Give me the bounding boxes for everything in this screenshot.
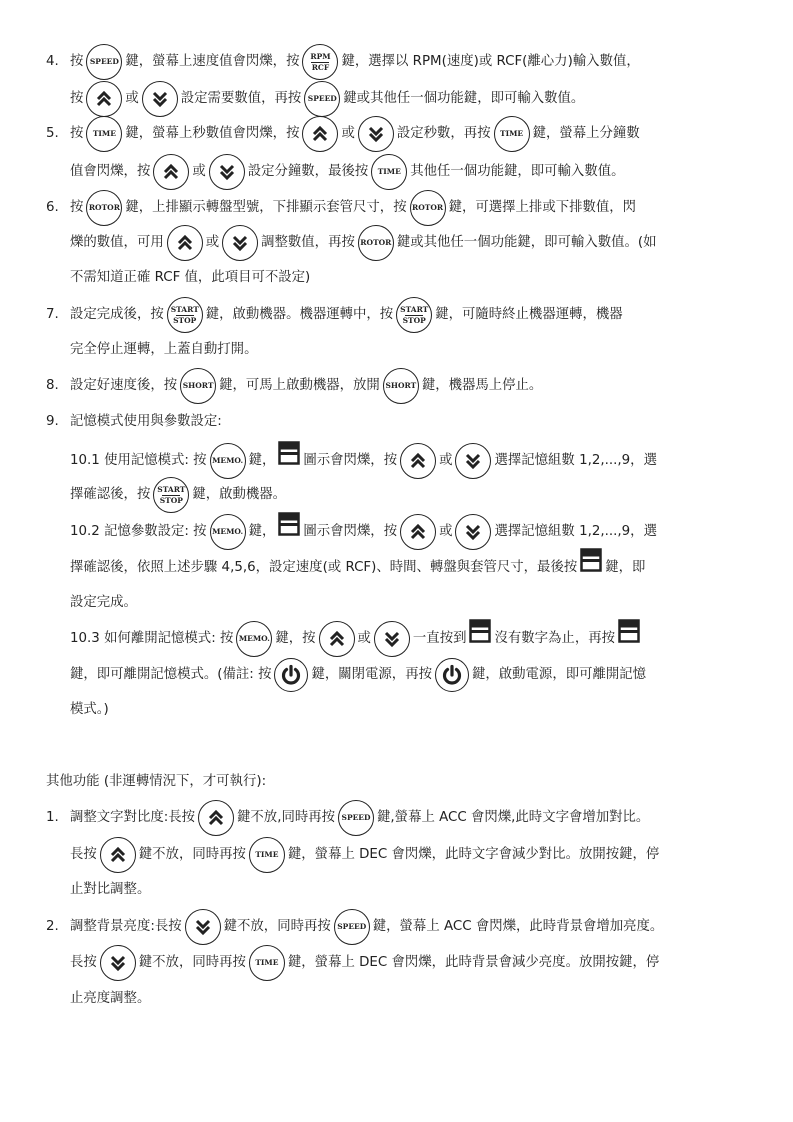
stop-label: STOP bbox=[159, 495, 183, 505]
speed-key-icon: SPEED bbox=[86, 44, 122, 80]
step-text: 設定完成後，按 bbox=[70, 307, 164, 322]
step-text: 設定分鐘數，最後按 bbox=[247, 164, 369, 179]
step-text: 鍵，按 bbox=[275, 631, 316, 646]
other-2-line-2 bbox=[0, 944, 793, 982]
step-text: 鍵，上排顯示轉盤型號，下排顯示套管尺寸，按 bbox=[125, 200, 407, 215]
step-text: 擇確認後，依照上述步驟 4,5,6，設定速度(或 RCF)、時間、轉盤與套管尺寸，最後按 bbox=[70, 560, 578, 575]
start-label: START bbox=[170, 304, 199, 314]
rpm-rcf-key-icon bbox=[302, 44, 338, 80]
step-text: 值會閃爍，按 bbox=[70, 164, 151, 179]
step-text: 其他任一個功能鍵，即可輸入數值。 bbox=[410, 164, 625, 179]
up-arrow-icon bbox=[198, 800, 234, 836]
rpm-label: RPM bbox=[310, 51, 331, 61]
item-text: 調整背景亮度:長按 bbox=[70, 919, 182, 934]
step-text: 完全停止運轉，上蓋自動打開。 bbox=[70, 342, 258, 357]
step-10-2-line-3 bbox=[0, 584, 793, 622]
speed-key-icon: SPEED bbox=[304, 81, 340, 117]
step-text: 設定秒數，再按 bbox=[396, 126, 491, 141]
step-text: 或 bbox=[341, 126, 355, 141]
step-text: 鍵，機器馬上停止。 bbox=[421, 378, 543, 393]
step-text: 鍵，啟動電源，即可離開記憶 bbox=[471, 667, 647, 682]
step-10-1-line-2 bbox=[0, 476, 793, 514]
item-text: 鍵，螢幕上 ACC 會閃爍，此時背景會增加亮度。 bbox=[372, 919, 664, 934]
step-text: 選擇記憶組數 1,2,...,9，選 bbox=[494, 453, 657, 468]
down-arrow-icon bbox=[100, 945, 136, 981]
up-arrow-icon bbox=[100, 837, 136, 873]
step-text: 或 bbox=[357, 631, 371, 646]
step-10-3-line-2 bbox=[0, 656, 793, 694]
step-text: 鍵，可選擇上排或下排數值，閃 bbox=[448, 200, 637, 215]
start-label: START bbox=[157, 484, 186, 494]
other-1-line-2 bbox=[0, 836, 793, 874]
item-text: 鍵,螢幕上 ACC 會閃爍,此時文字會增加對比。 bbox=[377, 810, 650, 825]
up-arrow-icon bbox=[319, 621, 355, 657]
step-text: 選擇記憶組數 1,2,...,9，選 bbox=[494, 524, 657, 539]
power-icon bbox=[274, 658, 308, 692]
step-text: 設定完成。 bbox=[70, 595, 137, 610]
item-text: 鍵不放，同時再按 bbox=[138, 847, 246, 862]
step-number: 4. bbox=[46, 54, 59, 69]
step-10-3-line-1 bbox=[0, 619, 793, 657]
step-text: 模式。) bbox=[70, 702, 109, 717]
other-1-line-3 bbox=[0, 871, 793, 909]
time-key-icon: TIME bbox=[86, 116, 122, 152]
step-number: 8. bbox=[46, 378, 59, 393]
step-text: 一直按到 bbox=[412, 631, 467, 646]
down-arrow-icon bbox=[222, 225, 258, 261]
section-title: 其他功能 (非運轉情況下，才可執行): bbox=[46, 774, 267, 789]
step-number: 9. bbox=[46, 414, 59, 429]
step-text: 鍵，可馬上啟動機器，放開 bbox=[219, 378, 380, 393]
step-7-line-1 bbox=[0, 296, 793, 334]
step-6-line-2 bbox=[0, 224, 793, 262]
step-text: 設定好速度後，按 bbox=[70, 378, 178, 393]
up-arrow-icon bbox=[167, 225, 203, 261]
start-stop-key-icon bbox=[167, 297, 203, 333]
item-text: 調整文字對比度:長按 bbox=[70, 810, 196, 825]
down-arrow-icon bbox=[358, 116, 394, 152]
up-arrow-icon bbox=[86, 81, 122, 117]
rotor-key-icon: ROTOR bbox=[358, 225, 394, 261]
step-text: 或 bbox=[192, 164, 206, 179]
rotor-key-icon: ROTOR bbox=[410, 190, 446, 226]
start-label: START bbox=[400, 304, 429, 314]
item-text: 鍵不放，同時再按 bbox=[138, 955, 246, 970]
memory-disk-icon bbox=[469, 619, 491, 659]
item-text: 止亮度調整。 bbox=[70, 991, 151, 1006]
stop-label: STOP bbox=[402, 315, 426, 325]
step-8-line-1 bbox=[0, 367, 793, 405]
step-text: 按 bbox=[70, 126, 84, 141]
step-4-line-1 bbox=[0, 43, 793, 81]
short-key-icon: SHORT bbox=[180, 368, 216, 404]
time-key-icon: TIME bbox=[371, 154, 407, 190]
step-6-line-3 bbox=[0, 259, 793, 297]
item-text: 鍵，螢幕上 DEC 會閃爍，此時背景會減少亮度。放開按鍵，停 bbox=[287, 955, 660, 970]
step-text: 鍵，可隨時終止機器運轉，機器 bbox=[435, 307, 623, 322]
other-1-line-1 bbox=[0, 799, 793, 837]
step-text: 沒有數字為止，再按 bbox=[494, 631, 615, 646]
time-key-icon: TIME bbox=[249, 837, 285, 873]
power-icon bbox=[435, 658, 469, 692]
up-arrow-icon bbox=[400, 514, 436, 550]
rotor-key-icon: ROTOR bbox=[86, 190, 122, 226]
step-6-line-1 bbox=[0, 189, 793, 227]
step-text: 或 bbox=[125, 91, 139, 106]
step-7-line-2 bbox=[0, 331, 793, 369]
step-text: 鍵， bbox=[248, 453, 276, 468]
step-text: 鍵，螢幕上秒數值會閃爍，按 bbox=[125, 126, 300, 141]
memory-disk-icon bbox=[618, 619, 640, 659]
time-key-icon: TIME bbox=[494, 116, 530, 152]
step-text: 或 bbox=[439, 453, 453, 468]
memo-key-icon: MEMO. bbox=[236, 621, 272, 657]
step-text: 或 bbox=[439, 524, 453, 539]
step-text: 圖示會閃爍，按 bbox=[303, 453, 398, 468]
step-text: 調整數值，再按 bbox=[261, 235, 355, 250]
down-arrow-icon bbox=[209, 154, 245, 190]
step-text: 鍵或其他任一個功能鍵，即可輸入數值。 bbox=[343, 91, 585, 106]
down-arrow-icon bbox=[455, 443, 491, 479]
step-number: 7. bbox=[46, 307, 59, 322]
short-key-icon: SHORT bbox=[383, 368, 419, 404]
step-text: 10.2 記憶參數設定: 按 bbox=[70, 524, 207, 539]
up-arrow-icon bbox=[302, 116, 338, 152]
step-text: 鍵，即可離開記憶模式。(備註: 按 bbox=[70, 667, 272, 682]
step-text: 鍵，即 bbox=[605, 560, 646, 575]
step-text: 鍵， bbox=[248, 524, 276, 539]
item-text: 鍵，螢幕上 DEC 會閃爍，此時文字會減少對比。放開按鍵，停 bbox=[287, 847, 660, 862]
item-text: 鍵不放,同時再按 bbox=[237, 810, 336, 825]
speed-key-icon: SPEED bbox=[334, 909, 370, 945]
down-arrow-icon bbox=[374, 621, 410, 657]
rcf-label: RCF bbox=[311, 62, 330, 72]
step-text: 10.1 使用記憶模式: 按 bbox=[70, 453, 207, 468]
item-text: 止對比調整。 bbox=[70, 882, 151, 897]
item-text: 鍵不放，同時再按 bbox=[223, 919, 331, 934]
step-5-line-2 bbox=[0, 153, 793, 191]
step-text: 或 bbox=[205, 235, 220, 250]
item-number: 1. bbox=[46, 810, 59, 825]
step-4-line-2 bbox=[0, 80, 793, 118]
other-functions-title bbox=[0, 763, 793, 801]
step-text: 鍵，選擇以 RPM(速度)或 RCF(離心力)輸入數值， bbox=[341, 54, 640, 69]
item-number: 2. bbox=[46, 919, 59, 934]
start-stop-key-icon bbox=[153, 477, 189, 513]
memory-disk-icon bbox=[278, 512, 300, 552]
step-number: 5. bbox=[46, 126, 59, 141]
other-2-line-3 bbox=[0, 980, 793, 1018]
step-text: 10.3 如何離開記憶模式: 按 bbox=[70, 631, 234, 646]
step-text: 擇確認後，按 bbox=[70, 487, 151, 502]
step-text: 設定需要數值，再按 bbox=[180, 91, 302, 106]
step-text: 鍵，啟動機器。 bbox=[192, 487, 287, 502]
step-text: 鍵，關閉電源，再按 bbox=[311, 667, 432, 682]
step-text: 按 bbox=[70, 200, 84, 215]
down-arrow-icon bbox=[455, 514, 491, 550]
step-10-2-line-2 bbox=[0, 548, 793, 586]
memory-disk-icon bbox=[580, 548, 602, 588]
time-key-icon: TIME bbox=[249, 945, 285, 981]
item-text: 長按 bbox=[70, 955, 97, 970]
start-stop-key-icon bbox=[396, 297, 432, 333]
down-arrow-icon bbox=[185, 909, 221, 945]
step-10-1-line-1 bbox=[0, 441, 793, 479]
step-text: 不需知道正確 RCF 值，此項目可不設定) bbox=[70, 270, 311, 285]
step-text: 爍的數值，可用 bbox=[70, 235, 164, 250]
step-text: 鍵，啟動機器。機器運轉中，按 bbox=[205, 307, 394, 322]
down-arrow-icon bbox=[142, 81, 178, 117]
step-10-2-line-1 bbox=[0, 512, 793, 550]
stop-label: STOP bbox=[173, 315, 197, 325]
step-10-3-line-3 bbox=[0, 691, 793, 729]
step-text: 鍵，螢幕上分鐘數 bbox=[532, 126, 640, 141]
step-5-line-1 bbox=[0, 115, 793, 153]
step-text: 按 bbox=[70, 91, 84, 106]
step-text: 鍵，螢幕上速度值會閃爍，按 bbox=[125, 54, 300, 69]
item-text: 長按 bbox=[70, 847, 97, 862]
speed-key-icon: SPEED bbox=[338, 800, 374, 836]
other-2-line-1 bbox=[0, 908, 793, 946]
step-text: 記憶模式使用與參數設定: bbox=[70, 414, 222, 429]
step-text: 圖示會閃爍，按 bbox=[303, 524, 398, 539]
up-arrow-icon bbox=[153, 154, 189, 190]
step-9-title bbox=[0, 403, 793, 441]
memory-disk-icon bbox=[278, 441, 300, 481]
step-number: 6. bbox=[46, 200, 59, 215]
memo-key-icon: MEMO. bbox=[210, 514, 246, 550]
memo-key-icon: MEMO. bbox=[210, 443, 246, 479]
step-text: 鍵或其他任一個功能鍵，即可輸入數值。(如 bbox=[396, 235, 657, 250]
step-text: 按 bbox=[70, 54, 84, 69]
up-arrow-icon bbox=[400, 443, 436, 479]
